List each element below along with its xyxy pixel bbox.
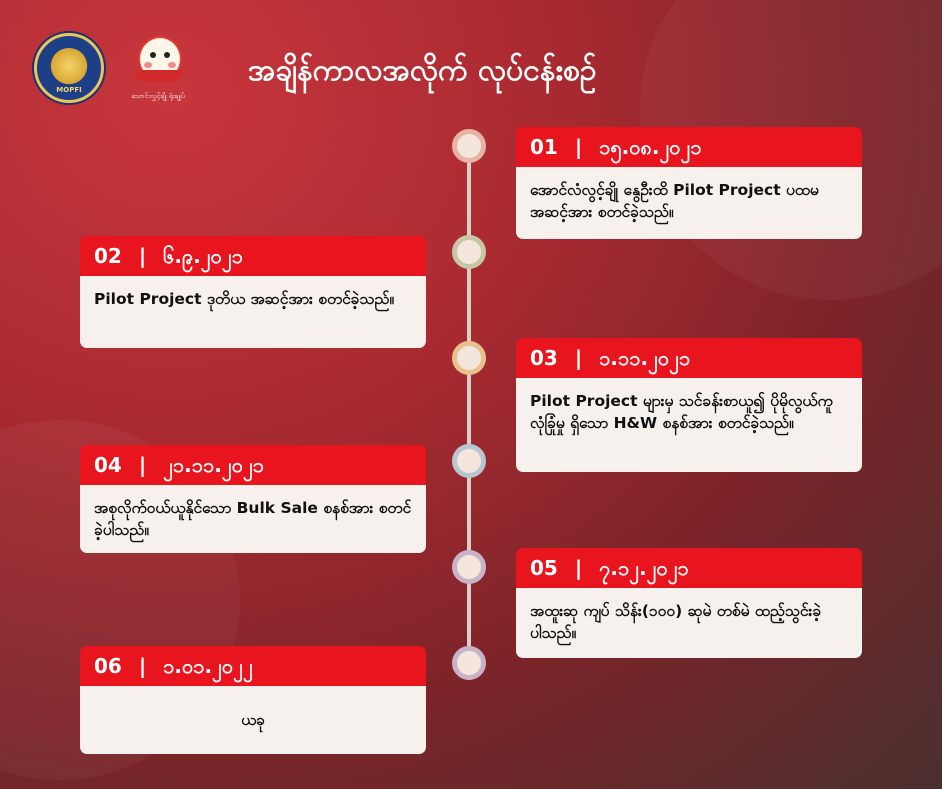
logo-caption: သောင်းလွှင့်ချို ရုံးချုပ် (131, 92, 185, 100)
step-date: ၁.၀၁.၂၀၂၂ (163, 654, 253, 678)
logo-text: MOPFI (56, 86, 82, 94)
timeline-line (467, 146, 471, 664)
timeline-card (80, 236, 426, 348)
step-number: 01 (530, 135, 558, 159)
separator: | (574, 346, 583, 370)
step-description: Pilot Project ဒုတိယ အဆင့်အား စတင်ခဲ့သည်။ (80, 276, 426, 348)
timeline-card-header (516, 548, 862, 588)
logo-emblem-icon (49, 48, 89, 88)
timeline-card-header (80, 236, 426, 276)
step-date: ၂၁.၁၁.၂၀၂၁ (163, 453, 265, 477)
step-number: 04 (94, 453, 122, 477)
step-date: ၁.၁၁.၂၀၂၁ (599, 346, 691, 370)
step-number: 05 (530, 556, 558, 580)
separator: | (138, 453, 147, 477)
separator: | (574, 135, 583, 159)
timeline-card-header (80, 646, 426, 686)
timeline-card (516, 338, 862, 472)
separator: | (138, 244, 147, 268)
page-title: အချိန်ကာလအလိုက် လုပ်ငန်းစဉ် (248, 53, 597, 88)
step-description: Pilot Project များမှ သင်ခန်းစာယူ၍ ပိုမိုလွယ်ကူ လုံခြုံမှု ရှိသော H&W စနစ်အား စတင်ခဲ့သည်။ (516, 378, 862, 472)
separator: | (574, 556, 583, 580)
timeline-card-header (80, 445, 426, 485)
step-description: ယခု (80, 686, 426, 754)
step-description: အောင်လံလွင့်ချို နွေဦးထိ Pilot Project ပထမအဆင့်အား စတင်ခဲ့သည်။ (516, 167, 862, 239)
step-date: ၁၅.၀၈.၂၀၂၁ (599, 135, 702, 159)
timeline-card (80, 445, 426, 553)
step-number: 06 (94, 654, 122, 678)
timeline-card (516, 127, 862, 239)
timeline-card-header (516, 127, 862, 167)
timeline-dot (452, 550, 486, 584)
step-description: အစုလိုက်ဝယ်ယူနိုင်သော Bulk Sale စနစ်အား စတင်ခဲ့ပါသည်။ (80, 485, 426, 553)
timeline-dot (452, 235, 486, 269)
mascot-hands-icon (134, 70, 182, 82)
timeline-dot (452, 646, 486, 680)
step-description: အထူးဆု ကျပ် သိန်း(၁၀၀) ဆုမဲ တစ်မဲ ထည့်သွင်းခဲ့ပါသည်။ (516, 588, 862, 658)
step-number: 03 (530, 346, 558, 370)
timeline-card-header (516, 338, 862, 378)
timeline-card (80, 646, 426, 754)
brand-logo (120, 36, 196, 102)
timeline-card (516, 548, 862, 658)
separator: | (138, 654, 147, 678)
timeline-dot (452, 444, 486, 478)
step-date: ၆.၉.၂၀၂၁ (163, 244, 243, 268)
mopfi-logo (34, 33, 104, 103)
timeline-dot (452, 341, 486, 375)
step-date: ၇.၁၂.၂၀၂၁ (599, 556, 689, 580)
timeline-dot (452, 129, 486, 163)
step-number: 02 (94, 244, 122, 268)
